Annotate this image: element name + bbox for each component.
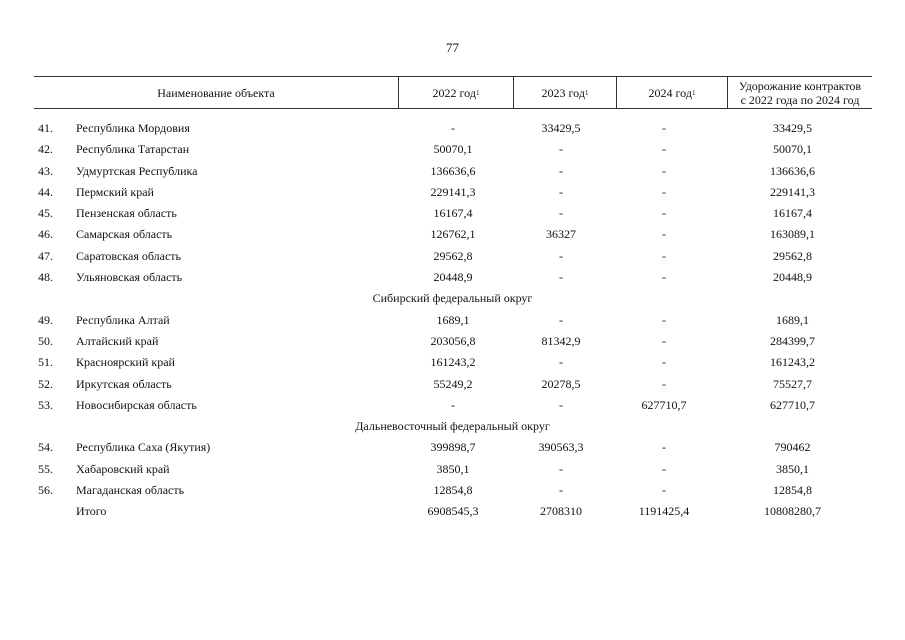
- value-2024: -: [662, 184, 666, 199]
- table-row: [0, 139, 905, 160]
- header-name: Наименование объекта: [157, 85, 275, 100]
- table-row: [0, 267, 905, 288]
- row-number: 50.: [38, 333, 53, 348]
- value-2023: -: [559, 163, 563, 178]
- value-2023: -: [559, 248, 563, 263]
- value-2024: -: [662, 142, 666, 157]
- value-2022: 399898,7: [430, 440, 476, 455]
- value-2024: -: [662, 461, 666, 476]
- header-2022: 2022 год 1: [398, 77, 513, 108]
- value-2023: 20278,5: [541, 376, 581, 391]
- row-number: 43.: [38, 163, 53, 178]
- value-increase: 75527,7: [773, 376, 812, 391]
- region-name: Иркутская область: [76, 376, 172, 391]
- value-2022: 229141,3: [430, 184, 476, 199]
- row-number: 45.: [38, 206, 53, 221]
- value-2023: -: [559, 270, 563, 285]
- value-increase: 33429,5: [773, 121, 812, 135]
- row-number: 48.: [38, 270, 53, 285]
- value-2022: 203056,8: [430, 333, 476, 348]
- value-2024: -: [662, 227, 666, 242]
- value-increase: 16167,4: [773, 206, 812, 221]
- row-number: 49.: [38, 312, 53, 327]
- value-2022: 126762,1: [430, 227, 476, 242]
- region-name: Новосибирская область: [76, 397, 197, 412]
- region-name: Алтайский край: [76, 333, 159, 348]
- value-increase: 3850,1: [776, 461, 809, 476]
- value-2022: 161243,2: [430, 355, 476, 370]
- value-2022: 55249,2: [433, 376, 473, 391]
- value-2024: -: [662, 483, 666, 498]
- value-2023: -: [559, 206, 563, 221]
- value-increase: 1689,1: [776, 312, 809, 327]
- value-2022: 3850,1: [436, 461, 470, 476]
- value-2024: -: [662, 121, 666, 135]
- section-header-row: [0, 288, 905, 309]
- value-2023: 390563,3: [538, 440, 584, 455]
- value-2023: 81342,9: [541, 333, 581, 348]
- table-row: [0, 161, 905, 182]
- value-2023: 2708310: [540, 504, 582, 519]
- value-2022: -: [451, 397, 455, 412]
- value-2023: -: [559, 461, 563, 476]
- section-title: Дальневосточный федеральный округ: [355, 419, 550, 434]
- table-row: [0, 437, 905, 458]
- value-2024: -: [662, 440, 666, 455]
- value-2023: -: [559, 397, 563, 412]
- value-2023: 36327: [546, 227, 576, 242]
- value-2022: 16167,4: [433, 206, 473, 221]
- table-row: [0, 224, 905, 245]
- region-name: Пермский край: [76, 184, 154, 199]
- value-2022: 50070,1: [433, 142, 473, 157]
- table-row: [0, 203, 905, 224]
- value-increase: 163089,1: [770, 227, 815, 242]
- row-number: 42.: [38, 142, 53, 157]
- value-2022: 20448,9: [433, 270, 473, 285]
- value-2024: 627710,7: [641, 397, 687, 412]
- value-2023: 33429,5: [541, 121, 581, 135]
- region-name: Красноярский край: [76, 355, 175, 370]
- row-number: 56.: [38, 483, 53, 498]
- value-2024: -: [662, 270, 666, 285]
- table-row: [0, 331, 905, 352]
- region-name: Ульяновская область: [76, 270, 183, 285]
- region-name: Удмуртская Республика: [76, 163, 198, 178]
- value-increase: 50070,1: [773, 142, 812, 157]
- table-row: [0, 182, 905, 203]
- region-name: Пензенская область: [76, 206, 177, 221]
- region-name: Республика Мордовия: [76, 121, 190, 135]
- row-number: 53.: [38, 397, 53, 412]
- value-2024: -: [662, 206, 666, 221]
- page-number: 77: [446, 40, 459, 55]
- table-row: [0, 310, 905, 331]
- value-increase: 229141,3: [770, 184, 815, 199]
- value-2023: -: [559, 184, 563, 199]
- value-increase: 12854,8: [773, 483, 812, 498]
- value-2024: -: [662, 333, 666, 348]
- region-name: Магаданская область: [76, 483, 185, 498]
- row-number: 55.: [38, 461, 53, 476]
- table-row: [0, 395, 905, 416]
- value-2024: -: [662, 355, 666, 370]
- table-row: [0, 374, 905, 395]
- region-name: Саратовская область: [76, 248, 182, 263]
- row-number: 54.: [38, 440, 53, 455]
- value-2024: 1191425,4: [638, 504, 690, 519]
- row-number: 51.: [38, 355, 53, 370]
- header-2024: 2024 год 1: [616, 77, 727, 108]
- table-body: [0, 118, 905, 523]
- value-2024: -: [662, 163, 666, 178]
- section-header-row: [0, 416, 905, 437]
- value-increase: 20448,9: [773, 270, 812, 285]
- value-increase: 627710,7: [770, 397, 815, 412]
- value-increase: 161243,2: [770, 355, 815, 370]
- value-2023: -: [559, 312, 563, 327]
- value-2024: -: [662, 376, 666, 391]
- value-increase: 136636,6: [770, 163, 815, 178]
- value-increase: 29562,8: [773, 248, 812, 263]
- table-row: [0, 352, 905, 373]
- table-row: [0, 480, 905, 501]
- value-2024: -: [662, 248, 666, 263]
- row-number: 41.: [38, 121, 53, 135]
- row-number: 52.: [38, 376, 53, 391]
- region-name: Республика Татарстан: [76, 142, 190, 157]
- value-2022: 1689,1: [436, 312, 470, 327]
- row-number: 46.: [38, 227, 53, 242]
- value-increase: 10808280,7: [764, 504, 821, 519]
- region-name: Самарская область: [76, 227, 173, 242]
- value-increase: 284399,7: [770, 333, 815, 348]
- region-name: Итого: [76, 504, 107, 519]
- header-increase: Удорожание контрактов с 2022 года по 2024 год: [727, 77, 872, 108]
- value-2023: -: [559, 355, 563, 370]
- table-header: [34, 76, 872, 109]
- value-2023: -: [559, 142, 563, 157]
- section-title: Сибирский федеральный округ: [372, 291, 533, 306]
- value-2024: -: [662, 312, 666, 327]
- value-2022: 6908545,3: [427, 504, 479, 519]
- value-2022: 12854,8: [433, 483, 473, 498]
- value-2022: 29562,8: [433, 248, 473, 263]
- table-row: [0, 459, 905, 480]
- region-name: Республика Саха (Якутия): [76, 440, 211, 455]
- region-name: Республика Алтай: [76, 312, 170, 327]
- value-2023: -: [559, 483, 563, 498]
- value-2022: 136636,6: [430, 163, 476, 178]
- value-2022: -: [451, 121, 455, 135]
- row-number: 44.: [38, 184, 53, 199]
- total-row: [0, 501, 905, 522]
- value-increase: 790462: [774, 440, 811, 455]
- table-row: [0, 246, 905, 267]
- header-2023: 2023 год 1: [513, 77, 616, 108]
- row-number: 47.: [38, 248, 53, 263]
- region-name: Хабаровский край: [76, 461, 170, 476]
- table-row: [0, 118, 905, 139]
